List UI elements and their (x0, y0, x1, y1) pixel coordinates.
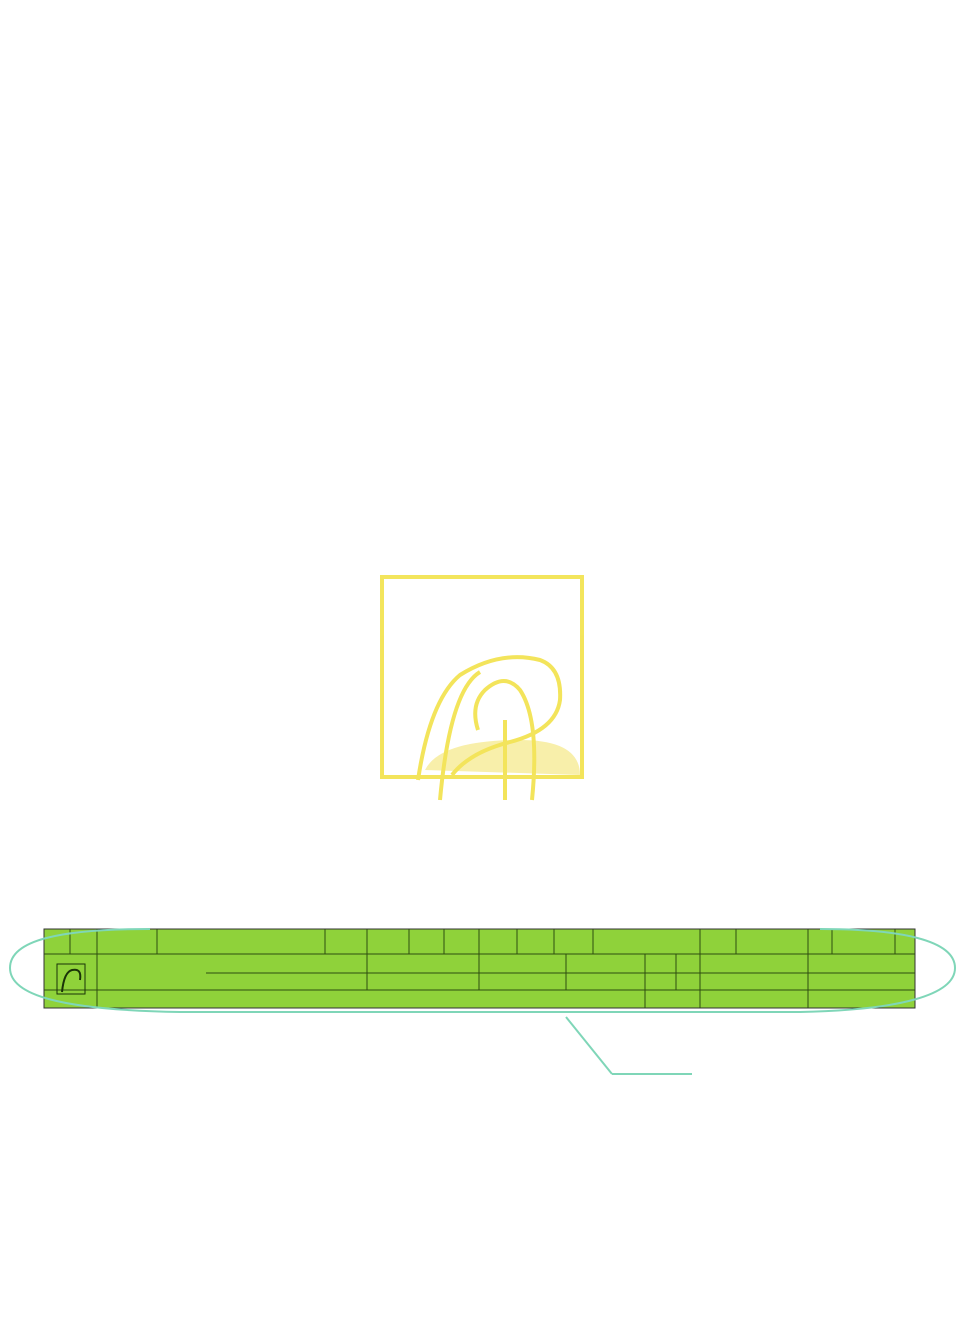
watermark-logo (382, 577, 582, 800)
